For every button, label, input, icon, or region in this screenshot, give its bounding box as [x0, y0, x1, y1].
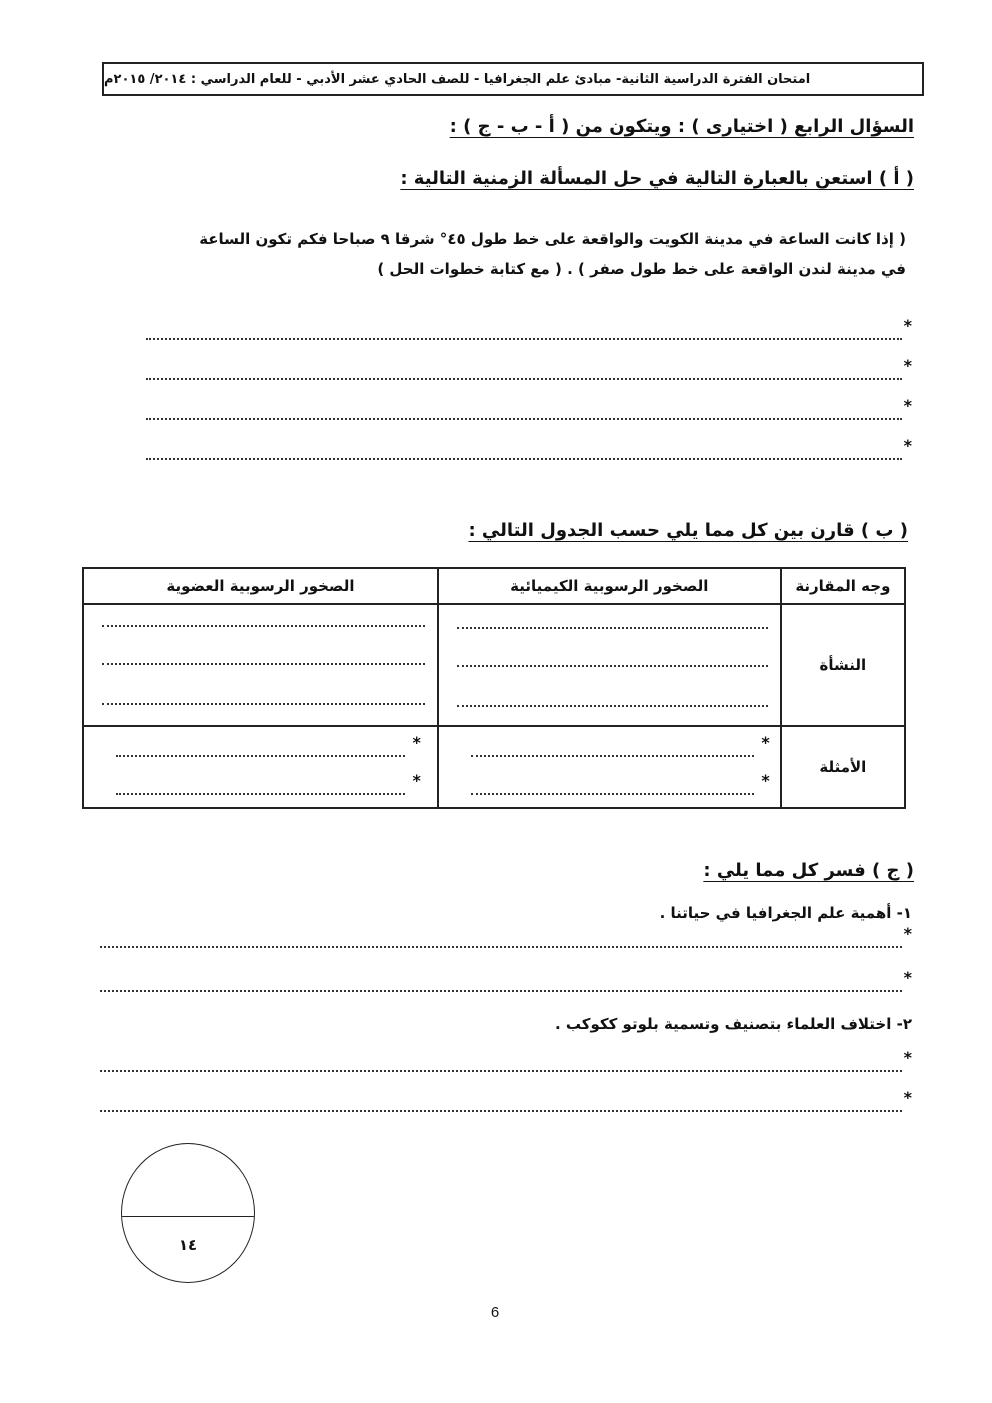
answer-line [116, 733, 421, 757]
answer-line[interactable] [146, 316, 912, 342]
score-circle [121, 1143, 255, 1283]
dotted-line [457, 705, 768, 707]
part-c-title: ( ج ) فسر كل مما يلي : [703, 860, 914, 881]
bullet-star: * [903, 436, 912, 455]
dotted-line [116, 755, 405, 757]
cell-chemical-origin[interactable] [438, 604, 781, 726]
question-title: السؤال الرابع ( اختيارى ) : ويتكون من ( أ - ب - ج ) : [449, 116, 914, 137]
answer-line[interactable] [100, 924, 912, 950]
bullet-star: * [412, 733, 421, 752]
dotted-line [471, 793, 754, 795]
dotted-line [102, 625, 425, 627]
cell-organic-origin[interactable] [83, 604, 438, 726]
bullet-star: * [903, 968, 912, 987]
header-chemical-rocks: الصخور الرسوبية الكيميائية [438, 568, 781, 604]
bullet-star: * [761, 733, 770, 752]
bullet-star: * [903, 356, 912, 375]
exam-header [102, 62, 924, 96]
answer-line [116, 771, 421, 795]
dotted-line [102, 663, 425, 665]
score-divider [122, 1216, 254, 1217]
bullet-star: * [903, 1088, 912, 1107]
part-c-item-2: ٢- اختلاف العلماء بتصنيف وتسمية بلوتو ككوكب . [554, 1015, 912, 1033]
bullet-star: * [903, 924, 912, 943]
bullet-star: * [903, 316, 912, 335]
bullet-star: * [761, 771, 770, 790]
problem-line-1: ( إذا كانت الساعة في مدينة الكويت والواقعة على خط طول ٤٥° شرقا ٩ صباحا فكم تكون الساعة [199, 230, 906, 248]
comparison-table [82, 567, 906, 809]
answer-line[interactable] [146, 396, 912, 422]
row-label-examples: الأمثلة [781, 726, 905, 808]
page-number: 6 [490, 1304, 500, 1321]
answer-line[interactable] [146, 356, 912, 382]
dotted-line [100, 990, 902, 992]
answer-line [471, 771, 770, 795]
score-total: ١٤ [178, 1236, 198, 1254]
bullet-star: * [903, 396, 912, 415]
table-row [83, 726, 905, 808]
table-row [83, 604, 905, 726]
answer-line [471, 733, 770, 757]
cell-organic-examples[interactable] [83, 726, 438, 808]
part-b-title: ( ب ) قارن بين كل مما يلي حسب الجدول التالي : [468, 520, 908, 541]
dotted-line [100, 946, 902, 948]
table-header-row [83, 568, 905, 604]
problem-line-2: في مدينة لندن الواقعة على خط طول صفر ) . ( مع كتابة خطوات الحل ) [377, 260, 906, 278]
exam-header-text: امتحان الفترة الدراسية الثانية- مبادئ علم الجغرافيا - للصف الحادي عشر الأدبي - للعام الدراسي : ٢٠١٤/ ٢٠١٥م [104, 71, 811, 87]
dotted-line [457, 627, 768, 629]
cell-chemical-examples[interactable] [438, 726, 781, 808]
bullet-star: * [903, 1048, 912, 1067]
dotted-line [100, 1070, 902, 1072]
answer-line[interactable] [100, 1088, 912, 1114]
dotted-line [100, 1110, 902, 1112]
dotted-line [146, 418, 902, 420]
part-a-problem [126, 224, 906, 284]
part-a-title: ( أ ) استعن بالعبارة التالية في حل المسألة الزمنية التالية : [400, 168, 914, 189]
dotted-line [102, 703, 425, 705]
answer-line[interactable] [100, 968, 912, 994]
dotted-line [146, 378, 902, 380]
header-organic-rocks: الصخور الرسوبية العضوية [83, 568, 438, 604]
dotted-line [471, 755, 754, 757]
answer-line[interactable] [100, 1048, 912, 1074]
part-c-item-1: ١- أهمية علم الجغرافيا في حياتنا . [659, 904, 912, 922]
row-label-origin: النشأة [781, 604, 905, 726]
bullet-star: * [412, 771, 421, 790]
header-aspect: وجه المقارنة [781, 568, 905, 604]
answer-line[interactable] [146, 436, 912, 462]
dotted-line [146, 338, 902, 340]
dotted-line [116, 793, 405, 795]
dotted-line [146, 458, 902, 460]
dotted-line [457, 665, 768, 667]
